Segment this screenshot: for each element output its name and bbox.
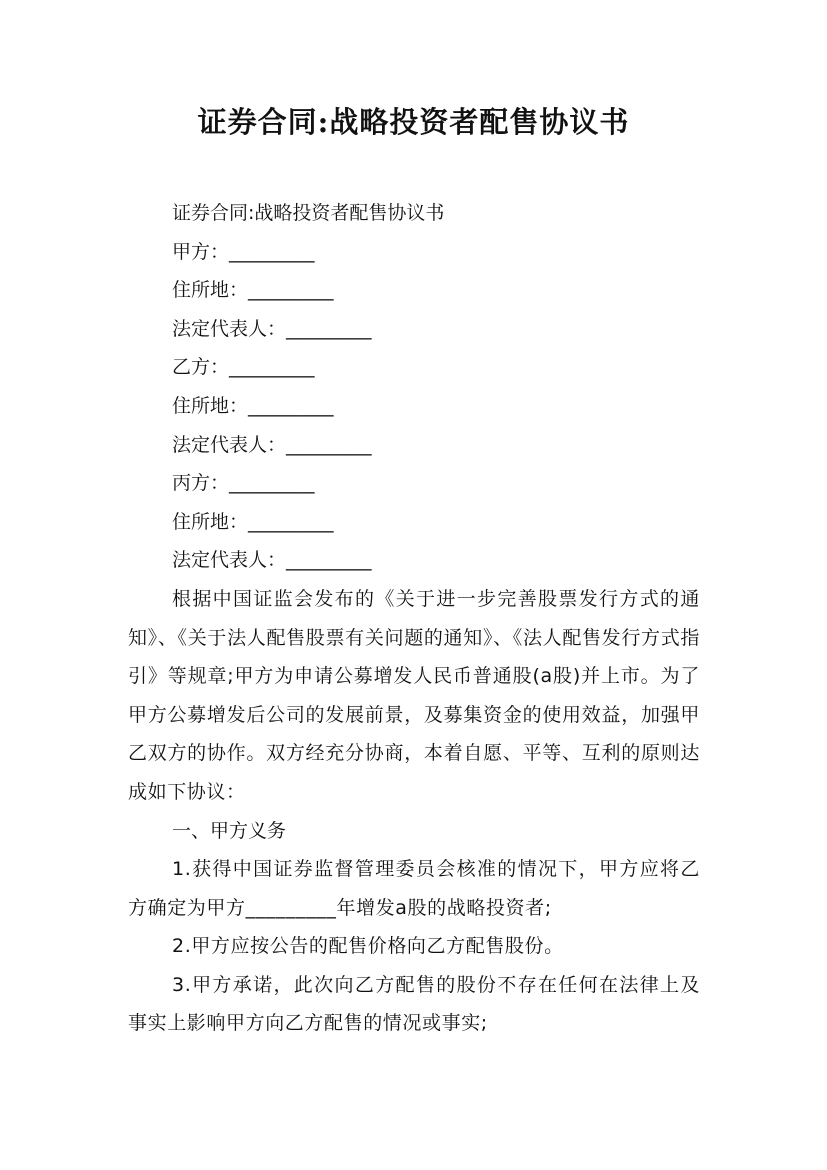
clause-1: 1.获得中国证券监督管理委员会核准的情况下，甲方应将乙方确定为甲方_________年增发a股的战略投资者; [128,858,700,919]
party-b-label: 乙方：_________ [172,356,315,379]
party-b-address: 住所地：_________ [172,394,334,417]
section-heading: 一、甲方义务 [172,819,287,842]
clause-2: 2.甲方应按公告的配售价格向乙方配售股份。 [172,935,564,958]
preamble-paragraph: 根据中国证监会发布的《关于进一步完善股票发行方式的通知》、《关于法人配售股票有关问题的通知》、《法人配售发行方式指引》等规章;甲方为申请公募增发人民币普通股(a股)并上市。为了甲方公募增发后公司的发展前景，及募集资金的使用效益，加强甲乙双方的协作。双方经充分协商，本着自愿、平等、互利的原则达成如下协议： [128,587,700,803]
party-a-address: 住所地：_________ [172,279,334,302]
party-b-representative: 法定代表人：_________ [172,433,372,456]
party-a-representative: 法定代表人：_________ [172,317,372,340]
party-c-address: 住所地：_________ [172,510,334,533]
party-a-label: 甲方：_________ [172,240,315,263]
document-title: 证券合同:战略投资者配售协议书 [197,105,630,139]
document-body [128,194,700,1043]
clause-3: 3.甲方承诺，此次向乙方配售的股份不存在任何在法律上及事实上影响甲方向乙方配售的情况或事实; [128,973,700,1035]
party-c-representative: 法定代表人：_________ [172,549,372,572]
party-c-label: 丙方：_________ [172,472,315,495]
document-subtitle: 证券合同:战略投资者配售协议书 [172,202,445,224]
